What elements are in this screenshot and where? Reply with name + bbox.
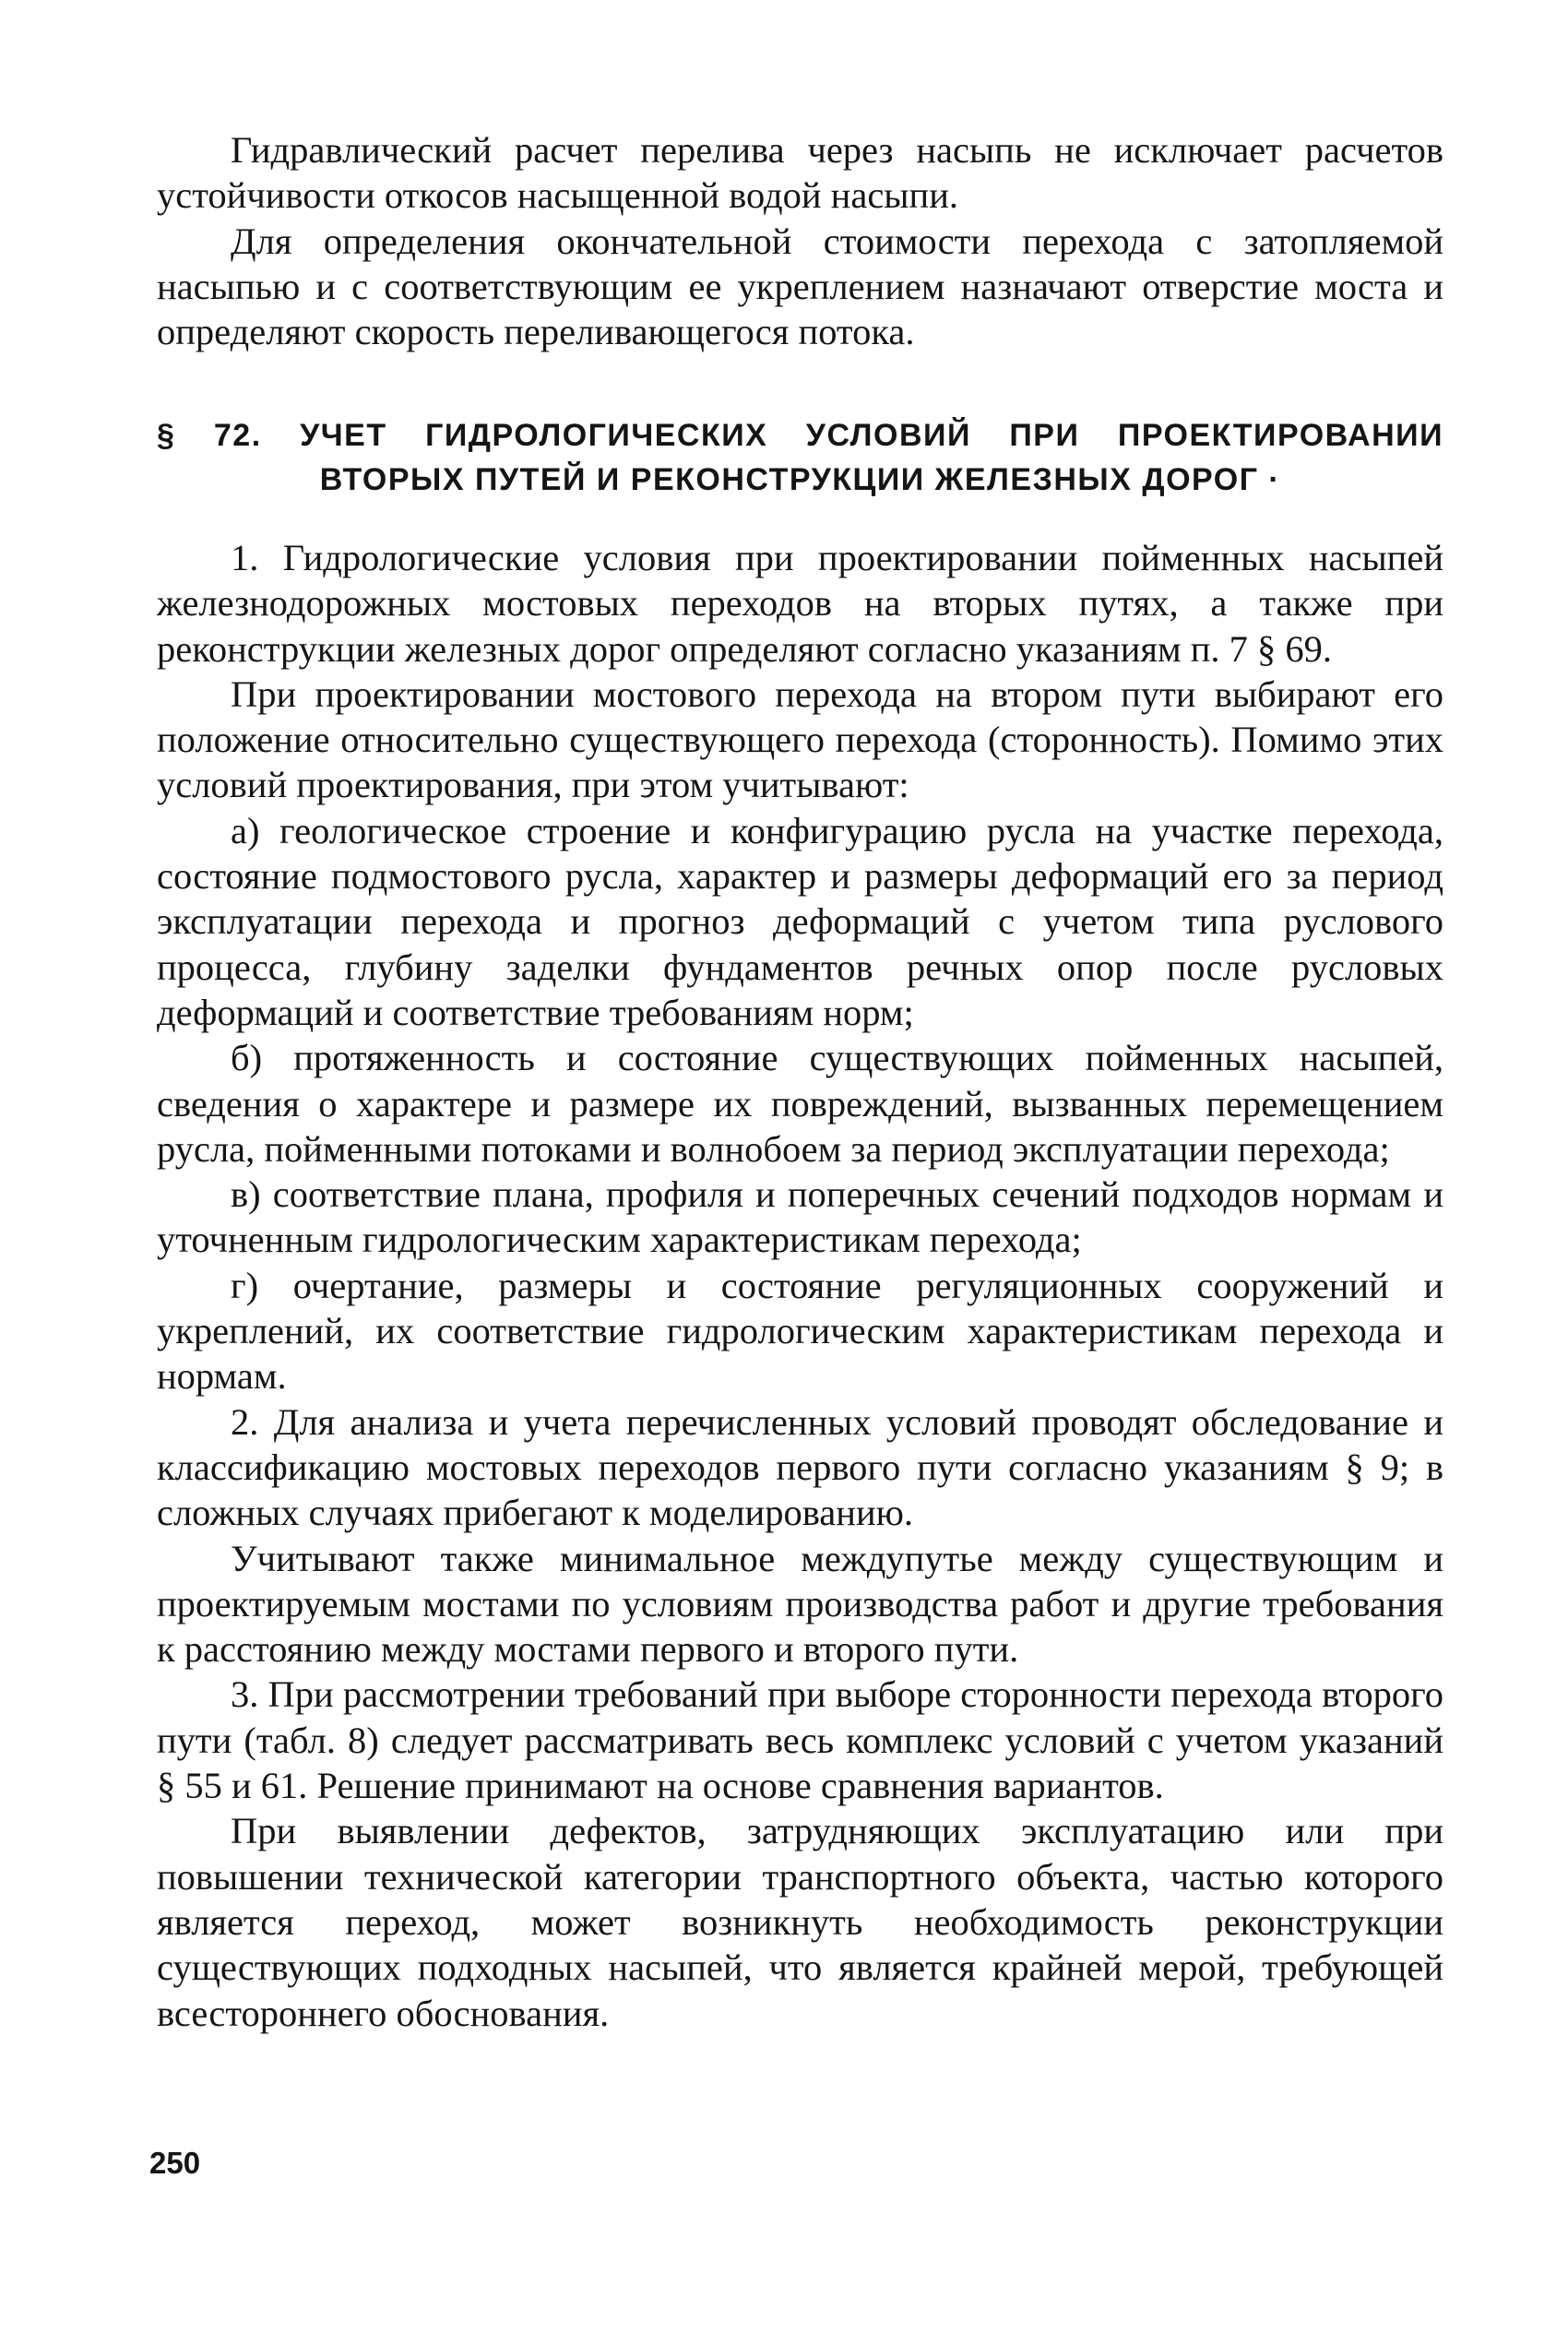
section-heading-line-2: ВТОРЫХ ПУТЕЙ И РЕКОНСТРУКЦИИ ЖЕЛЕЗНЫХ ДОРОГ · [319,462,1281,497]
section-paragraph-1: 1. Гидрологические условия при проектировании пойменных насыпей железнодорожных мостовых переходов на вторых путях, а также при реконструкции железных дорог определяют согласно указаниям п. 7 § 69. [157,537,1443,670]
section-paragraph-2: При проектировании мостового перехода на втором пути выбирают его положение относительно существующего перехода (сторонность). Помимо этих условий проектирования, при этом учитывают: [157,673,1443,806]
section-heading [157,413,1443,502]
section-list-item-g: г) очертание, размеры и состояние регуляционных сооружений и укреплений, их соответствие гидрологическим характеристикам перехода и нормам. [157,1264,1443,1398]
intro-paragraph-1: Гидравлический расчет перелива через насыпь не исключает расчетов устойчивости откосов насыщенной водой насыпи. [157,129,1443,217]
section-list-item-v: в) соответствие плана, профиля и поперечных сечений подходов нормам и уточненным гидрологическим характеристикам перехода; [157,1173,1443,1261]
page-number: 250 [149,2146,201,2180]
section-paragraph-4: Учитывают также минимальное междупутье между существующим и проектируемым мостами по условиям производства работ и другие требования к расстоянию между мостами первого и второго пути. [157,1537,1443,1671]
section-paragraph-5: 3. При рассмотрении требований при выборе сторонности перехода второго пути (табл. 8) следует рассматривать весь комплекс условий с учетом указаний § 55 и 61. Решение принимают на основе сравнения вариантов. [157,1673,1443,1807]
section-paragraph-6: При выявлении дефектов, затрудняющих эксплуатацию или при повышении технической категории транспортного объекта, частью которого является переход, может возникнуть необходимость реконструкции существующих подходных насыпей, что является крайней мерой, требующей всестороннего обоснования. [157,1810,1443,2034]
intro-text [157,127,1443,354]
section-body [157,535,1443,2036]
section-paragraph-3: 2. Для анализа и учета перечисленных условий проводят обследование и классификацию мостовых переходов первого пути согласно указаниям § 9; в сложных случаях прибегают к моделированию. [157,1400,1443,1534]
intro-paragraph-2: Для определения окончательной стоимости перехода с затопляемой насыпью и с соответствующим ее укреплением назначают отверстие моста и определяют скорость переливающегося потока. [157,220,1443,353]
section-heading-line-1: § 72. УЧЕТ ГИДРОЛОГИЧЕСКИХ УСЛОВИЙ ПРИ ПРОЕКТИРОВАНИИ [157,418,1443,453]
section-list-item-a: а) геологическое строение и конфигурацию русла на участке перехода, состояние подмостового русла, характер и размеры деформаций его за период эксплуатации перехода и прогноз деформаций с учетом типа руслового процесса, глубину заделки фундаментов речных опор после русловых деформаций и соответствие требованиям норм; [157,809,1443,1033]
section-list-item-b: б) протяженность и состояние существующих пойменных насыпей, сведения о характере и размере их повреждений, вызванных перемещением русла, пойменными потоками и волнобоем за период эксплуатации перехода; [157,1037,1443,1170]
